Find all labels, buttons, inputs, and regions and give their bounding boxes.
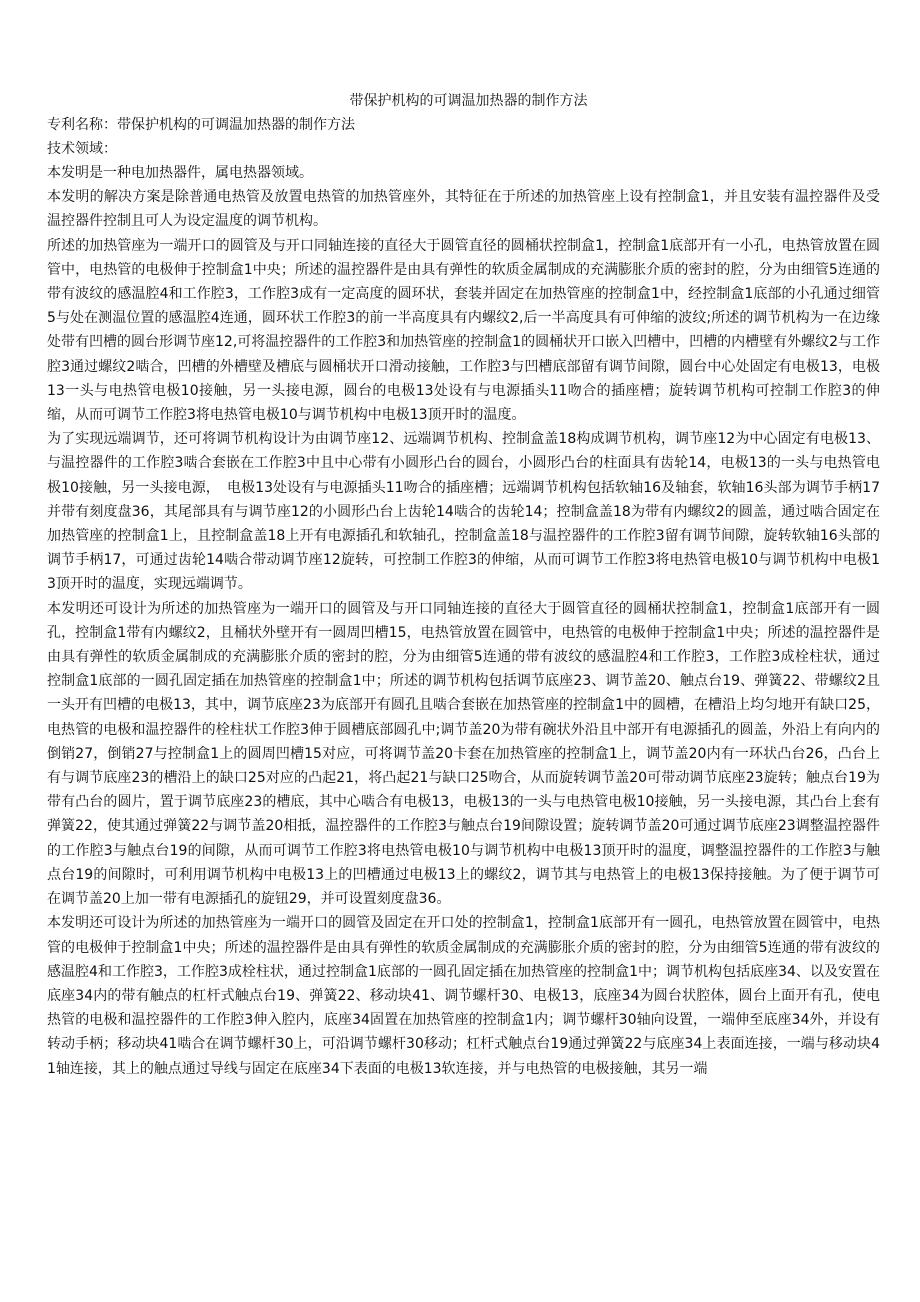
document-title: 带保护机构的可调温加热器的制作方法: [349, 93, 588, 109]
paragraph-6: 本发明还可设计为所述的加热管座为一端开口的圆管及固定在开口处的控制盒1，控制盒1底部开有一圆孔，电热管放置在圆管中，电热管的电极伸于控制盒1中央；所述的温控器件是由具有弹性的软质金属制成的充满膨胀介质的密封的腔，分为由细管5连通的带有波纹的感温腔4和工作腔3，工作腔3成栓柱状，通过控制盒1底部的一圆孔固定插在加热管座的控制盒1中；调节机构包括底座34、以及安置在底座34内的带有触点的杠杆式触点台19、弹簧22、移动块41、调节螺杆30、电极13，底座34为圆台状腔体，圆台上面开有孔，使电热管的电极和温控器件的工作腔3伸入腔内，底座34固置在加热管座的控制盒1内；调节螺杆30轴向设置，一端伸至底座34外，并设有转动手柄；移动块41啮合在调节螺杆30上，可沿调节螺杆30移动；杠杆式触点台19通过弹簧22与底座34上表面连接，一端与移动块41轴连接，其上的触点通过导线与固定在底座34下表面的电极13软连接，并与电热管的电极接触，其另一端: [47, 915, 880, 1077]
paragraph-3: 所述的加热管座为一端开口的圆管及与开口同轴连接的直径大于圆管直径的圆桶状控制盒1，控制盒1底部开有一小孔，电热管放置在圆管中，电热管的电极伸于控制盒1中央；所述的温控器件是由具有弹性的软质金属制成的充满膨胀介质的密封的腔，分为由细管5连通的带有波纹的感温腔4和工作腔3，工作腔3成有一定高度的圆环状，套装并固定在加热管座的控制盒1中，经控制盒1底部的小孔通过细管5与处在测温位置的感温腔4连通，圆环状工作腔3的前一半高度具有内螺纹2,后一半高度具有可伸缩的波纹;所述的调节机构为一在边缘处带有凹槽的圆台形调节座12,可将温控器件的工作腔3和加热管座的控制盒1的圆桶状开口嵌入凹槽中，凹槽的内槽壁有外螺纹2与工作腔3通过螺纹2啮合，凹槽的外槽壁及槽底与圆桶状开口滑动接触，工作腔3与凹槽底部留有调节间隙，圆台中心处固定有电极13，电极13一头与电热管电极10接触，另一头接电源，圆台的电极13处设有与电源插头11吻合的插座槽；旋转调节机构可控制工作腔3的伸缩，从而可调节工作腔3将电热管电极10与调节机构中电极13顶开时的温度。: [47, 237, 880, 424]
document-page: [47, 89, 880, 1081]
paragraph-4: 为了实现远端调节，还可将调节机构设计为由调节座12、远端调节机构、控制盒盖18构成调节机构，调节座12为中心固定有电极13、与温控器件的工作腔3啮合套嵌在工作腔3中且中心带有小圆形凸台的圆台，小圆形凸台的柱面具有齿轮14，电极13的一头与电热管电极10接触，另一头接电源， 电极13处设有与电源插头11吻合的插座槽；远端调节机构包括软轴16及轴套，软轴16头部为调节手柄17并带有刻度盘36，其尾部具有与调节座12的小圆形凸台上齿轮14啮合的齿轮14；控制盒盖18为带有内螺纹2的圆盖，通过啮合固定在加热管座的控制盒1上，且控制盒盖18上开有电源插孔和软轴孔，控制盒盖18与温控器件的工作腔3留有调节间隙，旋转软轴16头部的调节手柄17，可通过齿轮14啮合带动调节座12旋转，可控制工作腔3的伸缩，从而可调节工作腔3将电热管电极10与调节机构中电极13顶开时的温度，实现远端调节。: [47, 431, 880, 593]
paragraph-5: 本发明还可设计为所述的加热管座为一端开口的圆管及与开口同轴连接的直径大于圆管直径的圆桶状控制盒1，控制盒1底部开有一圆孔，控制盒1带有内螺纹2，且桶状外壁开有一圆周凹槽15，电热管放置在圆管中，电热管的电极伸于控制盒1中央；所述的温控器件是由具有弹性的软质金属制成的充满膨胀介质的密封的腔，分为由细管5连通的带有波纹的感温腔4和工作腔3，工作腔3成栓柱状，通过控制盒1底部的一圆孔固定插在加热管座的控制盒1中；所述的调节机构包括调节底座23、调节盖20、触点台19、弹簧22、带螺纹2且一头开有凹槽的电极13，其中，调节底座23为底部开有圆孔且啮合套嵌在加热管座的控制盒1中的圆槽，在槽沿上均匀地开有缺口25，电热管的电极和温控器件的栓柱状工作腔3伸于圆槽底部圆孔中;调节盖20为带有碗状外沿且中部开有电源插孔的圆盖，外沿上有向内的倒销27，倒销27与控制盒1上的圆周凹槽15对应，可将调节盖20卡套在加热管座的控制盒1上，调节盖20内有一环状凸台26，凸台上有与调节底座23的槽沿上的缺口25对应的凸起21，将凸起21与缺口25吻合，从而旋转调节盖20可带动调节底座23旋转；触点台19为带有凸台的圆片，置于调节底座23的槽底，其中心啮合有电极13，电极13的一头与电热管电极10接触，另一头接电源，其凸台上套有弹簧22，使其通过弹簧22与调节盖20相抵，温控器件的工作腔3与触点台19间隙设置；旋转调节盖20可通过调节底座23调整温控器件的工作腔3与触点台19的间隙，从而可调节工作腔3将电热管电极10与调节机构中电极13顶开时的温度，调整温控器件的工作腔3与触点台19的间隙时，可利用调节机构中电极13上的凹槽通过电极13上的螺纹2，调节其与电热管上的电极13保持接触。为了便于调节可在调节盖20上加一带有电源插孔的旋钮29，并可设置刻度盘36。: [47, 600, 880, 908]
paragraph-1: 本发明是一种电加热器件，属电热器领域。: [47, 165, 313, 181]
paragraph-2: 本发明的解决方案是除普通电热管及放置电热管的加热管座外，其特征在于所述的加热管座上设有控制盒1，并且安装有温控器件及受温控器件控制且可人为设定温度的调节机构。: [47, 189, 880, 230]
patent-name-line: 专利名称：带保护机构的可调温加热器的制作方法: [47, 117, 355, 133]
technical-field-label: 技术领域：: [47, 141, 117, 157]
